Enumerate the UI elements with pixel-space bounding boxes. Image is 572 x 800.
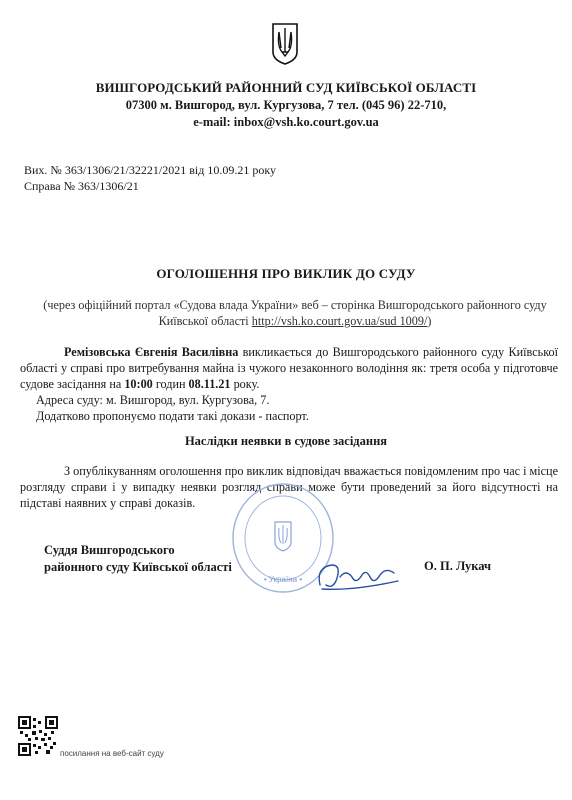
summons-paragraph xyxy=(20,344,558,392)
judge-title-line-1: Суддя Вишгородського xyxy=(44,543,175,557)
consequences-paragraph: З опублікуванням оголошення про виклик відповідач вважається повідомленим про час і місце розгляду справи і у випадку неявки розгляд справи може бути проведений за його відсутності на підставі наявних у справі доказів. xyxy=(20,464,558,510)
summoned-person-name: Ремізовська Євгенія Василівна xyxy=(64,345,239,359)
handwritten-signature-icon xyxy=(312,555,402,595)
court-email: e-mail: inbox@vsh.ko.court.gov.ua xyxy=(193,115,379,129)
evidence-paragraph: Додатково пропонуємо подати такі докази - паспорт. xyxy=(36,409,309,423)
summons-text: викликається до Вишгородського районного суду Київської області у справі про витребування майна із чужого незаконного володіння як: третя особа у підготовче судове засідання на xyxy=(20,345,558,391)
outgoing-number: Вих. № 363/1306/21/32221/2021 від 10.09.21 року xyxy=(24,163,276,177)
qr-code-icon[interactable] xyxy=(18,716,58,756)
judge-title xyxy=(44,542,232,576)
court-website-link[interactable]: http://vsh.ko.court.gov.ua/sud 1009/ xyxy=(251,314,428,328)
court-address: 07300 м. Вишгород, вул. Кургузова, 7 тел. (045 96) 22-710, xyxy=(125,98,447,112)
publication-note xyxy=(40,297,550,329)
hearing-time: 10:00 xyxy=(124,377,153,391)
coat-of-arms-icon xyxy=(270,22,300,66)
summons-text-year: року. xyxy=(230,377,260,391)
notice-title: ОГОЛОШЕННЯ ПРО ВИКЛИК ДО СУДУ xyxy=(156,266,416,281)
qr-code-caption: посилання на веб-сайт суду xyxy=(60,749,164,758)
judge-title-line-2: районного суду Київської області xyxy=(44,560,232,574)
seal-bottom-text: • Україна • xyxy=(263,575,303,584)
judge-name: О. П. Лукач xyxy=(424,559,492,573)
publication-note-prefix: (через офіційний портал «Судова влада України» веб – сторінка Вишгородського районного суду Київської області xyxy=(43,298,547,328)
court-address-paragraph: Адреса суду: м. Вишгород, вул. Кургузова, 7. xyxy=(36,393,270,407)
consequences-heading: Наслідки неявки в судове засідання xyxy=(184,434,388,448)
hearing-date: 08.11.21 xyxy=(188,377,231,391)
court-name: ВИШГОРОДСЬКИЙ РАЙОННИЙ СУД КИЇВСЬКОЇ ОБЛАСТІ xyxy=(95,80,477,95)
case-number: Справа № 363/1306/21 xyxy=(24,179,139,193)
summons-text-hours: годин xyxy=(152,377,189,391)
publication-note-suffix: ) xyxy=(427,314,432,328)
